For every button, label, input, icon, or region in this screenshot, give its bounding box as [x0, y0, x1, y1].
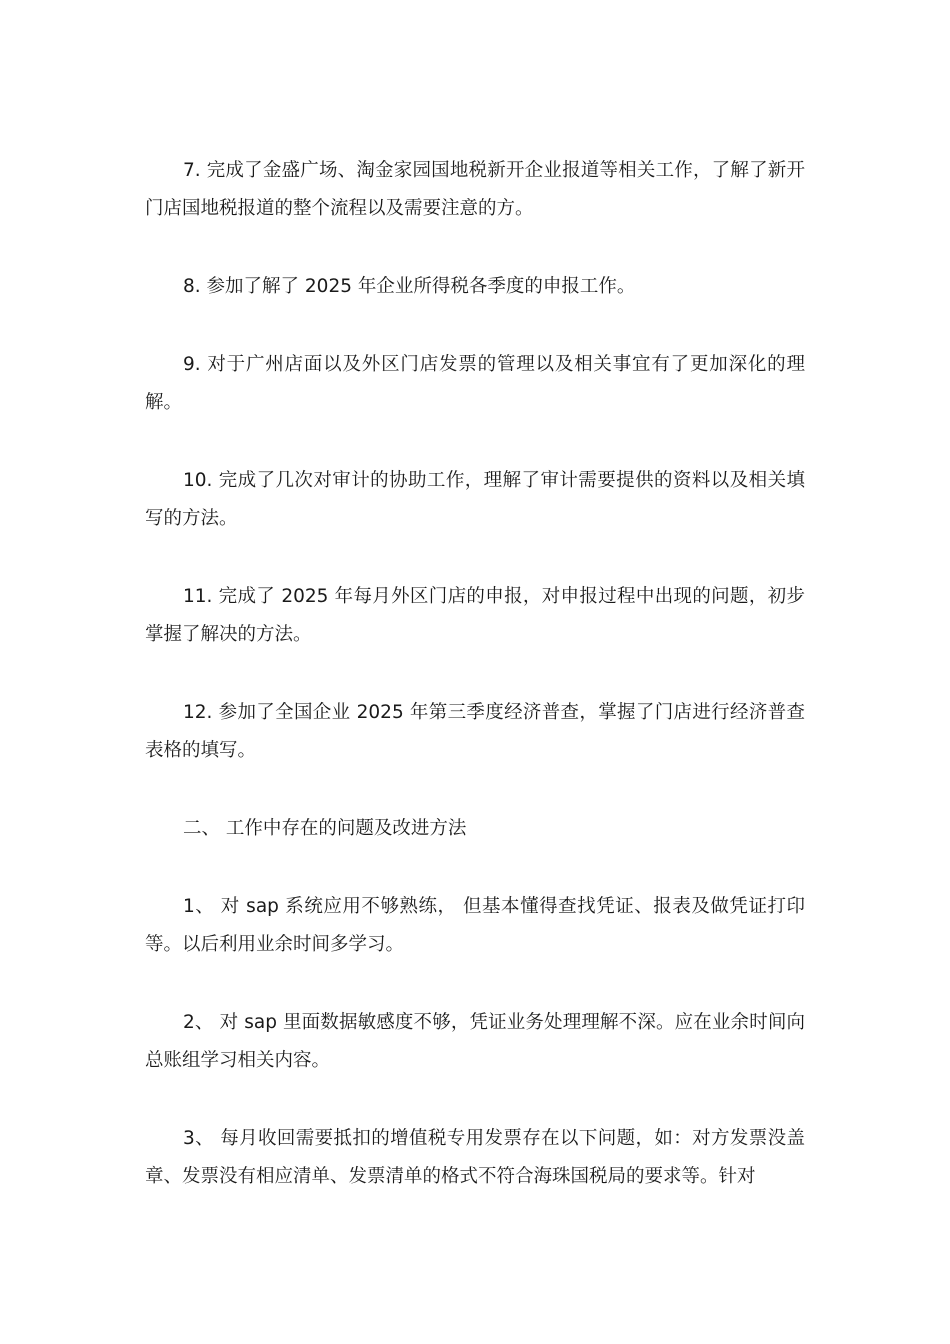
section-heading-problems: 二、 工作中存在的问题及改进方法 — [183, 818, 467, 839]
paragraph-item-8: 8. 参加了解了 2025 年企业所得税各季度的申报工作。 — [183, 276, 636, 297]
problem-item-3: 3、 每月收回需要抵扣的增值税专用发票存在以下问题，如：对方发票没盖章、发票没有相应清单、发票清单的格式不符合海珠国税局的要求等。针对 — [145, 1128, 805, 1187]
paragraph-item-7: 7. 完成了金盛广场、淘金家园国地税新开企业报道等相关工作，了解了新开门店国地税报道的整个流程以及需要注意的方。 — [145, 160, 805, 219]
paragraph-item-12: 12. 参加了全国企业 2025 年第三季度经济普查，掌握了门店进行经济普查表格的填写。 — [145, 702, 805, 761]
problem-item-2: 2、 对 sap 里面数据敏感度不够，凭证业务处理理解不深。应在业余时间向总账组学习相关内容。 — [145, 1012, 805, 1071]
document-body — [145, 152, 805, 1236]
problem-item-1: 1、 对 sap 系统应用不够熟练， 但基本懂得查找凭证、报表及做凭证打印等。以后利用业余时间多学习。 — [145, 896, 805, 955]
paragraph-item-10: 10. 完成了几次对审计的协助工作，理解了审计需要提供的资料以及相关填写的方法。 — [145, 470, 805, 529]
paragraph-item-9: 9. 对于广州店面以及外区门店发票的管理以及相关事宜有了更加深化的理解。 — [145, 354, 805, 413]
paragraph-item-11: 11. 完成了 2025 年每月外区门店的申报，对申报过程中出现的问题，初步掌握了解决的方法。 — [145, 586, 805, 645]
